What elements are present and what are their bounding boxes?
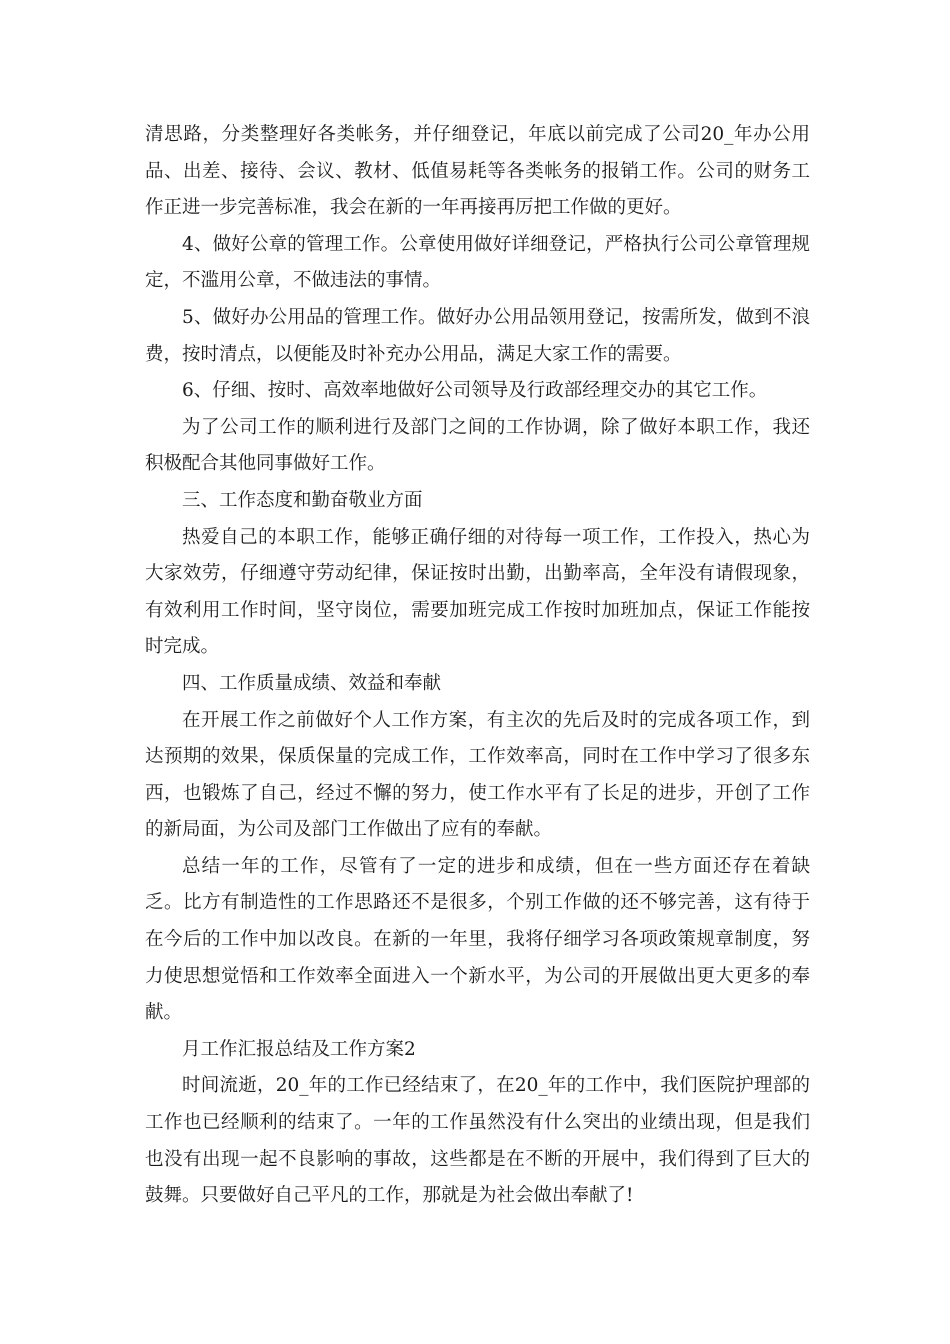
- paragraph-intro-2: 时间流逝，20_年的工作已经结束了，在20_年的工作中，我们医院护理部的工作也已经顺利的结束了。一年的工作虽然没有什么突出的业绩出现，但是我们也没有出现一起不良影响的事故，这些都是在不断的开展中，我们得到了巨大的鼓舞。只要做好自己平凡的工作，那就是为社会做出奉献了!: [145, 1075, 810, 1207]
- paragraph-coordination: 为了公司工作的顺利进行及部门之间的工作协调，除了做好本职工作，我还积极配合其他同事做好工作。: [145, 416, 810, 475]
- document-body: [145, 117, 810, 1215]
- section-heading-3: 三、工作态度和勤奋敬业方面: [182, 489, 423, 511]
- paragraph-item-5: 5、做好办公用品的管理工作。做好办公用品领用登记，按需所发，做到不浪费，按时清点，以便能及时补充办公用品，满足大家工作的需要。: [145, 306, 810, 365]
- paragraph-work-quality: 在开展工作之前做好个人工作方案，有主次的先后及时的完成各项工作，到达预期的效果，保质保量的完成工作，工作效率高，同时在工作中学习了很多东西，也锻炼了自己，经过不懈的努力，使工作水平有了长足的进步，开创了工作的新局面，为公司及部门工作做出了应有的奉献。: [145, 709, 810, 841]
- paragraph-summary: 总结一年的工作，尽管有了一定的进步和成绩，但在一些方面还存在着缺乏。比方有制造性的工作思路还不是很多，个别工作做的还不够完善，这有待于在今后的工作中加以改良。在新的一年里，我将仔细学习各项政策规章制度，努力使思想觉悟和工作效率全面进入一个新水平，为公司的开展做出更大更多的奉献。: [145, 855, 810, 1024]
- document-subtitle: 月工作汇报总结及工作方案2: [182, 1038, 416, 1060]
- paragraph-item-6: 6、仔细、按时、高效率地做好公司领导及行政部经理交办的其它工作。: [182, 380, 768, 402]
- paragraph-continuation: 清思路，分类整理好各类帐务，并仔细登记，年底以前完成了公司20_年办公用品、出差、接待、会议、教材、低值易耗等各类帐务的报销工作。公司的财务工作正进一步完善标准，我会在新的一年再接再厉把工作做的更好。: [145, 124, 810, 219]
- section-heading-4: 四、工作质量成绩、效益和奉献: [182, 672, 442, 694]
- paragraph-item-4: 4、做好公章的管理工作。公章使用做好详细登记，严格执行公司公章管理规定，不滥用公章，不做违法的事情。: [145, 233, 810, 292]
- paragraph-work-attitude: 热爱自己的本职工作，能够正确仔细的对待每一项工作，工作投入，热心为大家效劳，仔细遵守劳动纪律，保证按时出勤，出勤率高，全年没有请假现象，有效利用工作时间，坚守岗位，需要加班完成工作按时加班加点，保证工作能按时完成。: [145, 526, 810, 658]
